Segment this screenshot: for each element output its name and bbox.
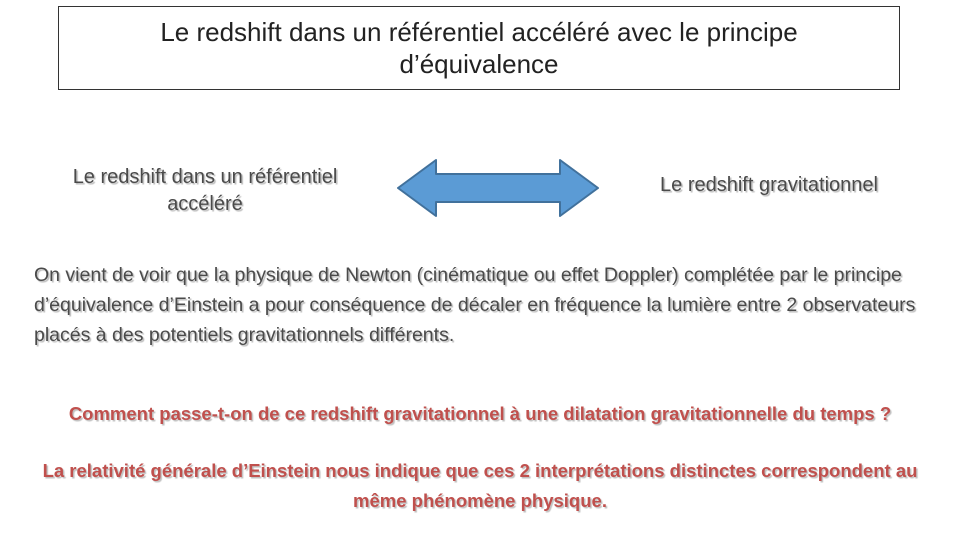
question-text: Comment passe-t-on de ce redshift gravitationnel à une dilatation gravitationnelle du temps ? xyxy=(68,403,892,424)
title-box xyxy=(58,6,900,90)
slide-title: Le redshift dans un référentiel accéléré avec le principe d’équivalence xyxy=(160,17,798,79)
double-headed-arrow-icon xyxy=(396,158,600,218)
conclusion-text: La relativité générale d’Einstein nous indique que ces 2 interprétations distinctes correspondent au même phénomène physique. xyxy=(42,460,918,511)
explanation-paragraph: On vient de voir que la physique de Newton (cinématique ou effet Doppler) complétée par le principe d’équivalence d’Einstein a pour conséquence de décaler en fréquence la lumière entre 2 observateurs placés à des potentiels gravitationnels différents. xyxy=(34,264,916,346)
accelerated-frame-label: Le redshift dans un référentiel accéléré xyxy=(72,166,338,215)
gravitational-redshift-label: Le redshift gravitationnel xyxy=(660,174,878,196)
